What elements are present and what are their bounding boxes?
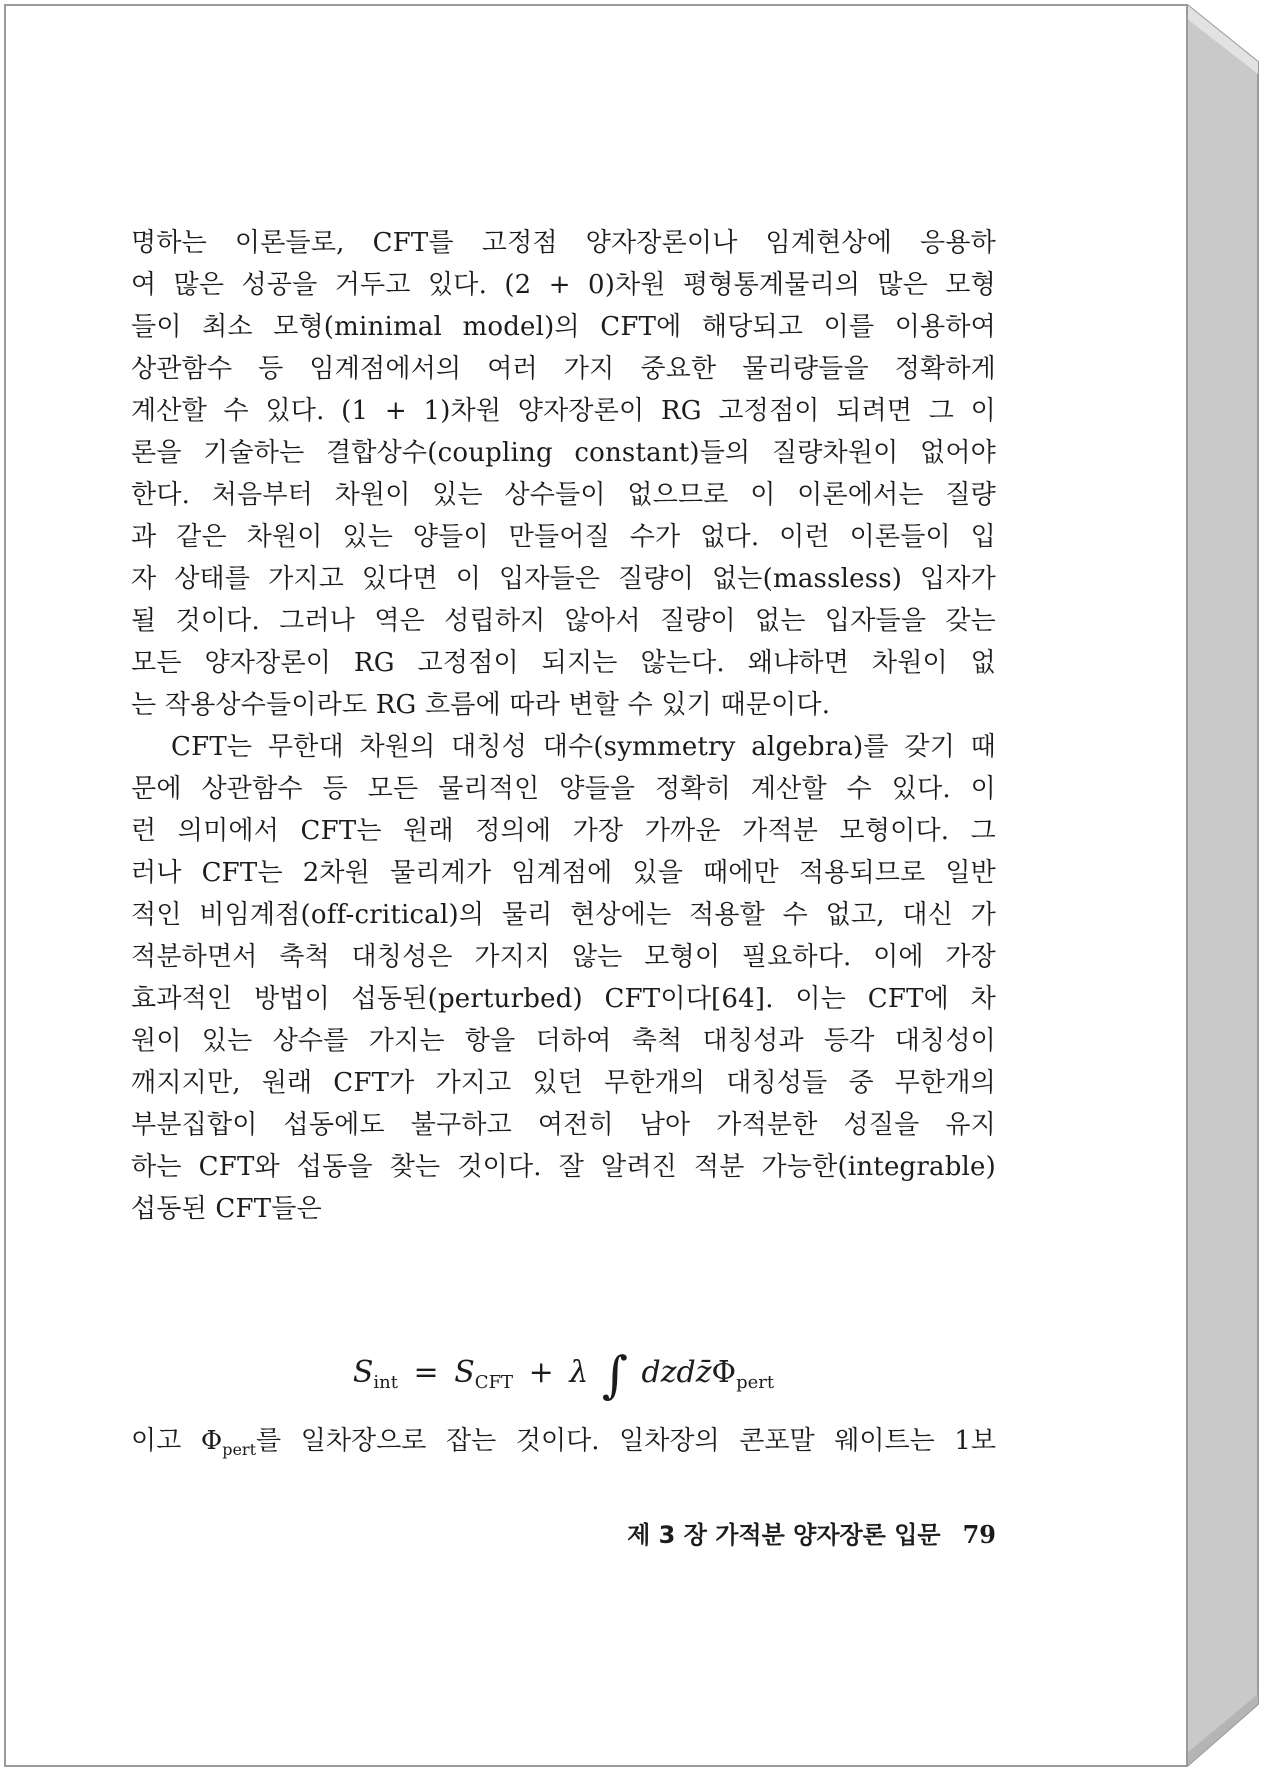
eq-term1-sub: CFT: [474, 1372, 514, 1393]
eq-lhs-sub: int: [373, 1372, 398, 1393]
text-line: 효과적인 방법이 섭동된(perturbed) CFT이다[64]. 이는 CFT에 차: [131, 984, 996, 1014]
after-eq-after: 를 일차장으로 잡는 것이다. 일차장의 콘포말 웨이트는 1보: [256, 1426, 997, 1456]
text-line: 는 작용상수들이라도 RG 흐름에 따라 변할 수 있기 때문이다.: [131, 690, 831, 720]
book-thickness: [1186, 4, 1262, 1767]
eq-integral-sign: ∫: [601, 1346, 628, 1404]
text-line: 명하는 이론들로, CFT를 고정점 양자장론이나 임계현상에 응용하: [131, 228, 996, 258]
text-line: 런 의미에서 CFT는 원래 정의에 가장 가까운 가적분 모형이다. 그: [131, 816, 996, 846]
after-eq-sub: pert: [222, 1440, 256, 1459]
action-equation: [131, 1346, 996, 1404]
text-line: 들이 최소 모형(minimal model)의 CFT에 해당되고 이를 이용하여: [131, 312, 996, 342]
text-line: 상관함수 등 임계점에서의 여러 가지 중요한 물리량들을 정확하게: [131, 354, 996, 384]
text-line: 과 같은 차원이 있는 양들이 만들어질 수가 없다. 이런 이론들이 입: [131, 522, 996, 552]
text-line: 모든 양자장론이 RG 고정점이 되지는 않는다. 왜냐하면 차원이 없: [131, 648, 996, 678]
eq-lhs: S: [352, 1355, 374, 1390]
text-line: 러나 CFT는 2차원 물리계가 임계점에 있을 때에만 적용되므로 일반: [131, 858, 996, 888]
text-line: 한다. 처음부터 차원이 있는 상수들이 없으므로 이 이론에서는 질량: [131, 480, 996, 510]
eq-field: Φ: [711, 1355, 737, 1390]
text-line: 적인 비임계점(off-critical)의 물리 현상에는 적용할 수 없고, 대신 가: [131, 900, 996, 930]
text-line: 문에 상관함수 등 모든 물리적인 양들을 정확히 계산할 수 있다. 이: [131, 774, 996, 804]
eq-term1: S: [454, 1355, 475, 1390]
page-number: 79: [962, 1520, 996, 1549]
text-line: 론을 기술하는 결합상수(coupling constant)들의 질량차원이 없어야: [131, 438, 996, 468]
running-footer: [131, 1515, 996, 1550]
eq-zbar: z̄: [695, 1355, 712, 1390]
text-line: 깨지지만, 원래 CFT가 가지고 있던 무한개의 대칭성들 중 무한개의: [131, 1068, 996, 1098]
text-line: 될 것이다. 그러나 역은 성립하지 않아서 질량이 없는 입자들을 갖는: [131, 606, 996, 636]
eq-field-sub: pert: [736, 1372, 775, 1393]
text-line: 하는 CFT와 섭동을 찾는 것이다. 잘 알려진 적분 가능한(integrable): [131, 1152, 996, 1182]
text-line: 섭동된 CFT들은: [131, 1194, 322, 1224]
text-line: 부분집합이 섭동에도 불구하고 여전히 남아 가적분한 성질을 유지: [131, 1110, 996, 1140]
chapter-title: 제 3 장 가적분 양자장론 입문: [627, 1521, 941, 1549]
text-line: [131, 1420, 996, 1471]
after-eq-before: 이고 Φ: [131, 1426, 223, 1456]
text-line: 적분하면서 축척 대칭성은 가지지 않는 모형이 필요하다. 이에 가장: [131, 942, 996, 972]
eq-coupling: λ: [569, 1355, 589, 1390]
text-line: CFT는 무한대 차원의 대칭성 대수(symmetry algebra)를 갖기 때: [171, 732, 996, 762]
eq-plus: +: [528, 1355, 554, 1390]
body-text: [131, 222, 996, 1230]
text-line: 계산할 수 있다. (1 + 1)차원 양자장론이 RG 고정점이 되려면 그 이: [131, 396, 996, 426]
text-line: 원이 있는 상수를 가지는 항을 더하여 축척 대칭성과 등각 대칭성이: [131, 1026, 996, 1056]
text-line: 자 상태를 가지고 있다면 이 입자들은 질량이 없는(massless) 입자가: [131, 564, 996, 594]
text-line: 여 많은 성공을 거두고 있다. (2 + 0)차원 평형통계물리의 많은 모형: [131, 270, 996, 300]
eq-integrand: dzd: [641, 1355, 696, 1390]
eq-equals: =: [413, 1355, 439, 1390]
